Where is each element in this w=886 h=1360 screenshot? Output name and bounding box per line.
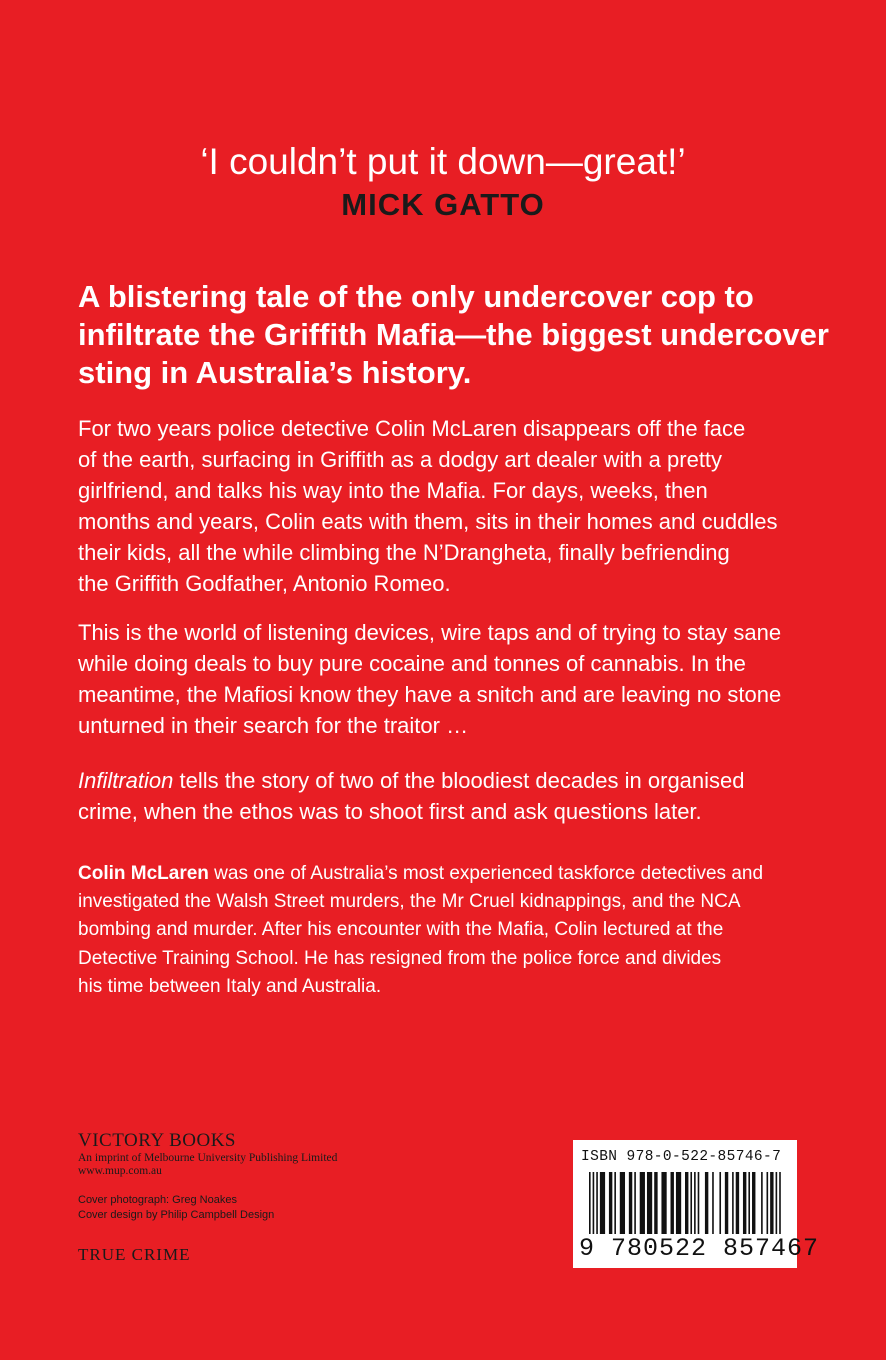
publisher-imprint: An imprint of Melbourne University Publishing Limited xyxy=(78,1152,338,1164)
barcode xyxy=(573,1140,820,1268)
paragraph-line: crime, when the ethos was to shoot first and ask questions later. xyxy=(78,799,702,824)
paragraph-line: meantime, the Mafiosi know they have a snitch and are leaving no stone xyxy=(78,682,782,707)
bio-line: investigated the Walsh Street murders, the Mr Cruel kidnappings, and the NCA xyxy=(78,891,741,913)
blurb-quote: ‘I couldn’t put it down—great!’ xyxy=(200,141,686,182)
barcode-bar xyxy=(736,1172,739,1234)
barcode-bar xyxy=(614,1172,616,1234)
barcode-bar xyxy=(694,1172,696,1234)
author-bio xyxy=(78,860,818,1001)
blurb-author: MICK GATTO xyxy=(341,187,545,222)
bio-text: was one of Australia’s most experienced taskforce detectives and xyxy=(208,863,764,884)
barcode-bar xyxy=(767,1172,769,1234)
photo-credit: Cover photograph: Greg Noakes xyxy=(78,1194,237,1206)
barcode-bar xyxy=(685,1172,688,1234)
paragraph-line: of the earth, surfacing in Griffith as a dodgy art dealer with a pretty xyxy=(78,447,723,472)
paragraph-line: For two years police detective Colin McLaren disappears off the face xyxy=(78,416,746,441)
book-title: Infiltration xyxy=(78,768,174,793)
paragraph-line: their kids, all the while climbing the N’Drangheta, finally befriending xyxy=(78,540,730,565)
bio-line xyxy=(78,860,818,888)
barcode-bar xyxy=(620,1172,625,1234)
barcode-bar xyxy=(640,1172,645,1234)
paragraph-line: the Griffith Godfather, Antonio Romeo. xyxy=(78,571,451,596)
paragraph-line: unturned in their search for the traitor … xyxy=(78,713,469,738)
barcode-bar xyxy=(705,1172,708,1234)
barcode-bar xyxy=(719,1172,721,1234)
genre-label: TRUE CRIME xyxy=(78,1245,191,1264)
barcode-bar xyxy=(748,1172,750,1234)
synopsis-paragraph-1 xyxy=(78,413,818,599)
barcode-bar xyxy=(761,1172,763,1234)
barcode-bar xyxy=(593,1172,595,1234)
barcode-bar xyxy=(698,1172,700,1234)
paragraph-line: girlfriend, and talks his way into the Mafia. For days, weeks, then xyxy=(78,478,708,503)
barcode-bar xyxy=(600,1172,605,1234)
headline xyxy=(78,278,838,392)
barcode-digits: 9 780522 857467 xyxy=(579,1234,820,1263)
barcode-bar xyxy=(712,1172,714,1234)
barcode-bar xyxy=(676,1172,681,1234)
barcode-bar xyxy=(661,1172,666,1234)
barcode-bar xyxy=(690,1172,692,1234)
barcode-bar xyxy=(589,1172,591,1234)
publisher-url: www.mup.com.au xyxy=(78,1165,162,1177)
bio-line: bombing and murder. After his encounter with the Mafia, Colin lectured at the xyxy=(78,919,724,941)
barcode-bar xyxy=(671,1172,674,1234)
barcode-bar xyxy=(647,1172,652,1234)
paragraph-line: while doing deals to buy pure cocaine and tonnes of cannabis. In the xyxy=(78,651,746,676)
design-credit: Cover design by Philip Campbell Design xyxy=(78,1209,275,1221)
headline-line: sting in Australia’s history. xyxy=(78,355,472,390)
barcode-bar xyxy=(779,1172,781,1234)
bio-line: his time between Italy and Australia. xyxy=(78,975,382,997)
barcode-bar xyxy=(776,1172,778,1234)
publisher-name: VICTORY BOOKS xyxy=(78,1130,236,1151)
bio-line: Detective Training School. He has resigned from the police force and divides xyxy=(78,947,722,969)
barcode-bar xyxy=(743,1172,746,1234)
barcode-bar xyxy=(654,1172,657,1234)
author-name: Colin McLaren xyxy=(78,863,209,884)
barcode-bar xyxy=(629,1172,632,1234)
paragraph-line: months and years, Colin eats with them, sits in their homes and cuddles xyxy=(78,509,778,534)
barcode-bar xyxy=(770,1172,773,1234)
cover-credits xyxy=(78,1193,274,1223)
synopsis-paragraph-2 xyxy=(78,617,818,741)
barcode-bar xyxy=(732,1172,734,1234)
barcode-bar xyxy=(725,1172,728,1234)
headline-line: infiltrate the Griffith Mafia—the biggest undercover xyxy=(78,317,829,352)
barcode-bar xyxy=(634,1172,636,1234)
barcode-bar xyxy=(609,1172,612,1234)
headline-line: A blistering tale of the only undercover cop to xyxy=(78,279,754,314)
barcode-bar xyxy=(752,1172,755,1234)
paragraph-line xyxy=(78,765,818,796)
barcode-bar xyxy=(596,1172,598,1234)
paragraph-text: tells the story of two of the bloodiest decades in organised xyxy=(173,768,745,793)
paragraph-line: This is the world of listening devices, wire taps and of trying to stay sane xyxy=(78,620,782,645)
synopsis-paragraph-3 xyxy=(78,765,818,827)
isbn-text: ISBN 978-0-522-85746-7 xyxy=(581,1149,782,1165)
publisher-block xyxy=(78,1130,337,1178)
